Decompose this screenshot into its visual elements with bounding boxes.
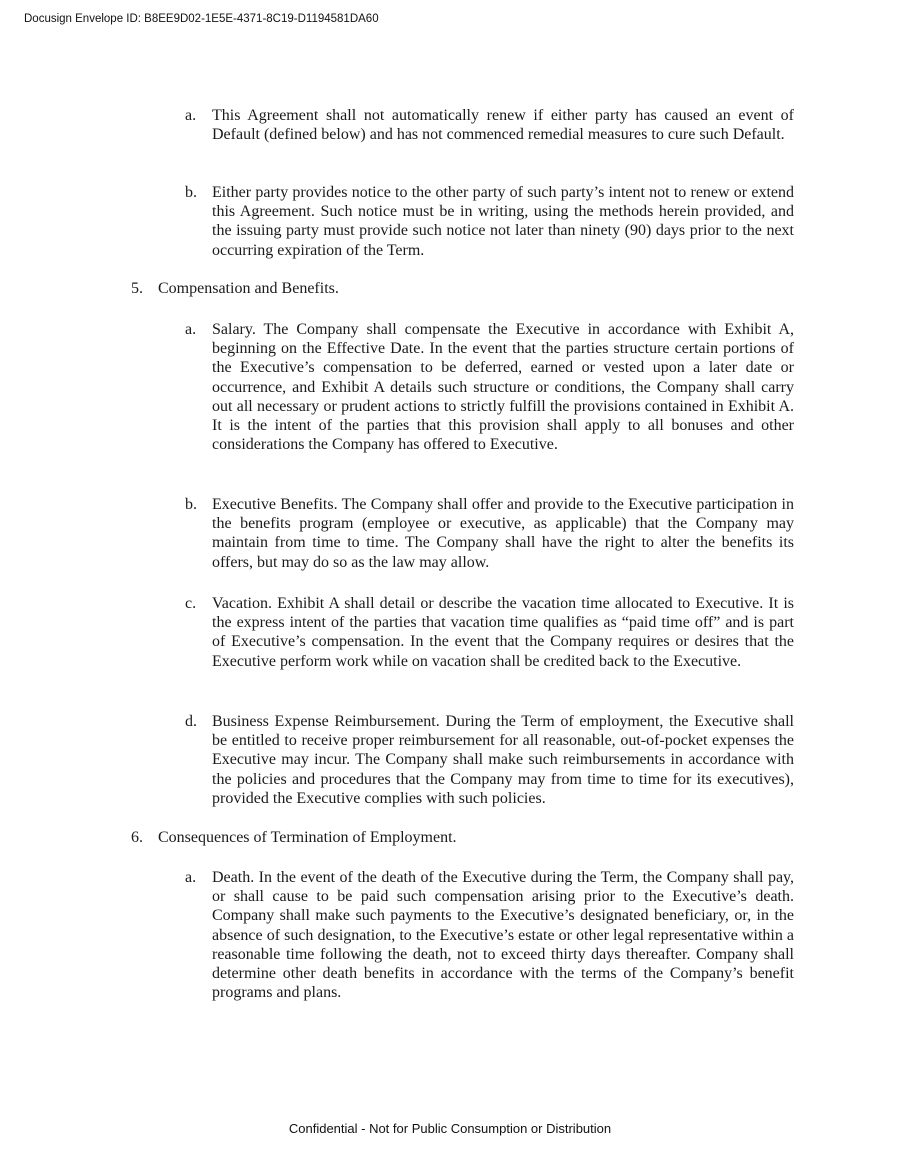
- clause-renewal-notice: Either party provides notice to the other party of such party’s intent not to renew or extend this Agreement. Such notice must be in writing, using the methods herein provided, and the issuing party must provide such notice not later than ninety (90) days prior to the next occurring expiration of the Term.: [212, 184, 794, 259]
- list-marker: a.: [185, 107, 197, 124]
- list-marker: c.: [185, 595, 197, 612]
- list-marker: d.: [185, 713, 197, 730]
- list-marker: a.: [185, 869, 197, 886]
- clause-salary: Salary. The Company shall compensate the Executive in accordance with Exhibit A, beginning on the Effective Date. In the event that the parties structure certain portions of the Executive’s compensation to be deferred, earned or vested upon a later date or occurrence, and Exhibit A details such structure or conditions, the Company shall carry out all necessary or prudent actions to strictly fulfill the provisions contained in Exhibit A. It is the intent of the parties that this provision shall apply to all bonuses and other considerations the Company has offered to Executive.: [212, 321, 794, 454]
- section-title: Compensation and Benefits.: [158, 280, 339, 297]
- section-title: Consequences of Termination of Employment.: [158, 829, 457, 846]
- section-number: 6.: [131, 829, 143, 846]
- clause-executive-benefits: Executive Benefits. The Company shall offer and provide to the Executive participation in the benefits program (employee or executive, as applicable) that the Company may maintain from time to time. The Company shall have the right to alter the benefits its offers, but may do so as the law may allow.: [212, 496, 794, 571]
- clause-business-expense: Business Expense Reimbursement. During the Term of employment, the Executive shall be entitled to receive proper reimbursement for all reasonable, out-of-pocket expenses the Executive may incur. The Company shall make such reimbursements in accordance with the policies and procedures that the Company may from time to time for its executives), provided the Executive complies with such policies.: [212, 713, 794, 807]
- clause-vacation: Vacation. Exhibit A shall detail or describe the vacation time allocated to Executive. It is the express intent of the parties that vacation time qualifies as “paid time off” and is part of Executive’s compensation. In the event that the Company requires or desires that the Executive perform work while on vacation shall be credited back to the Executive.: [212, 595, 794, 670]
- docusign-envelope-id: Docusign Envelope ID: B8EE9D02-1E5E-4371-8C19-D1194581DA60: [24, 13, 379, 25]
- list-marker: b.: [185, 184, 197, 201]
- clause-renewal-default: This Agreement shall not automatically renew if either party has caused an event of Default (defined below) and has not commenced remedial measures to cure such Default.: [212, 107, 794, 144]
- list-marker: b.: [185, 496, 197, 513]
- list-marker: a.: [185, 321, 197, 338]
- clause-death: Death. In the event of the death of the Executive during the Term, the Company shall pay, or shall cause to be paid such compensation arising prior to the Executive’s death. Company shall make such payments to the Executive’s designated beneficiary, or, in the absence of such designation, to the Executive’s estate or other legal representative within a reasonable time following the death, not to exceed thirty days thereafter. Company shall determine other death benefits in accordance with the terms of the Company’s benefit programs and plans.: [212, 869, 794, 1002]
- section-number: 5.: [131, 280, 143, 297]
- confidential-footer: Confidential - Not for Public Consumption or Distribution: [288, 1121, 612, 1136]
